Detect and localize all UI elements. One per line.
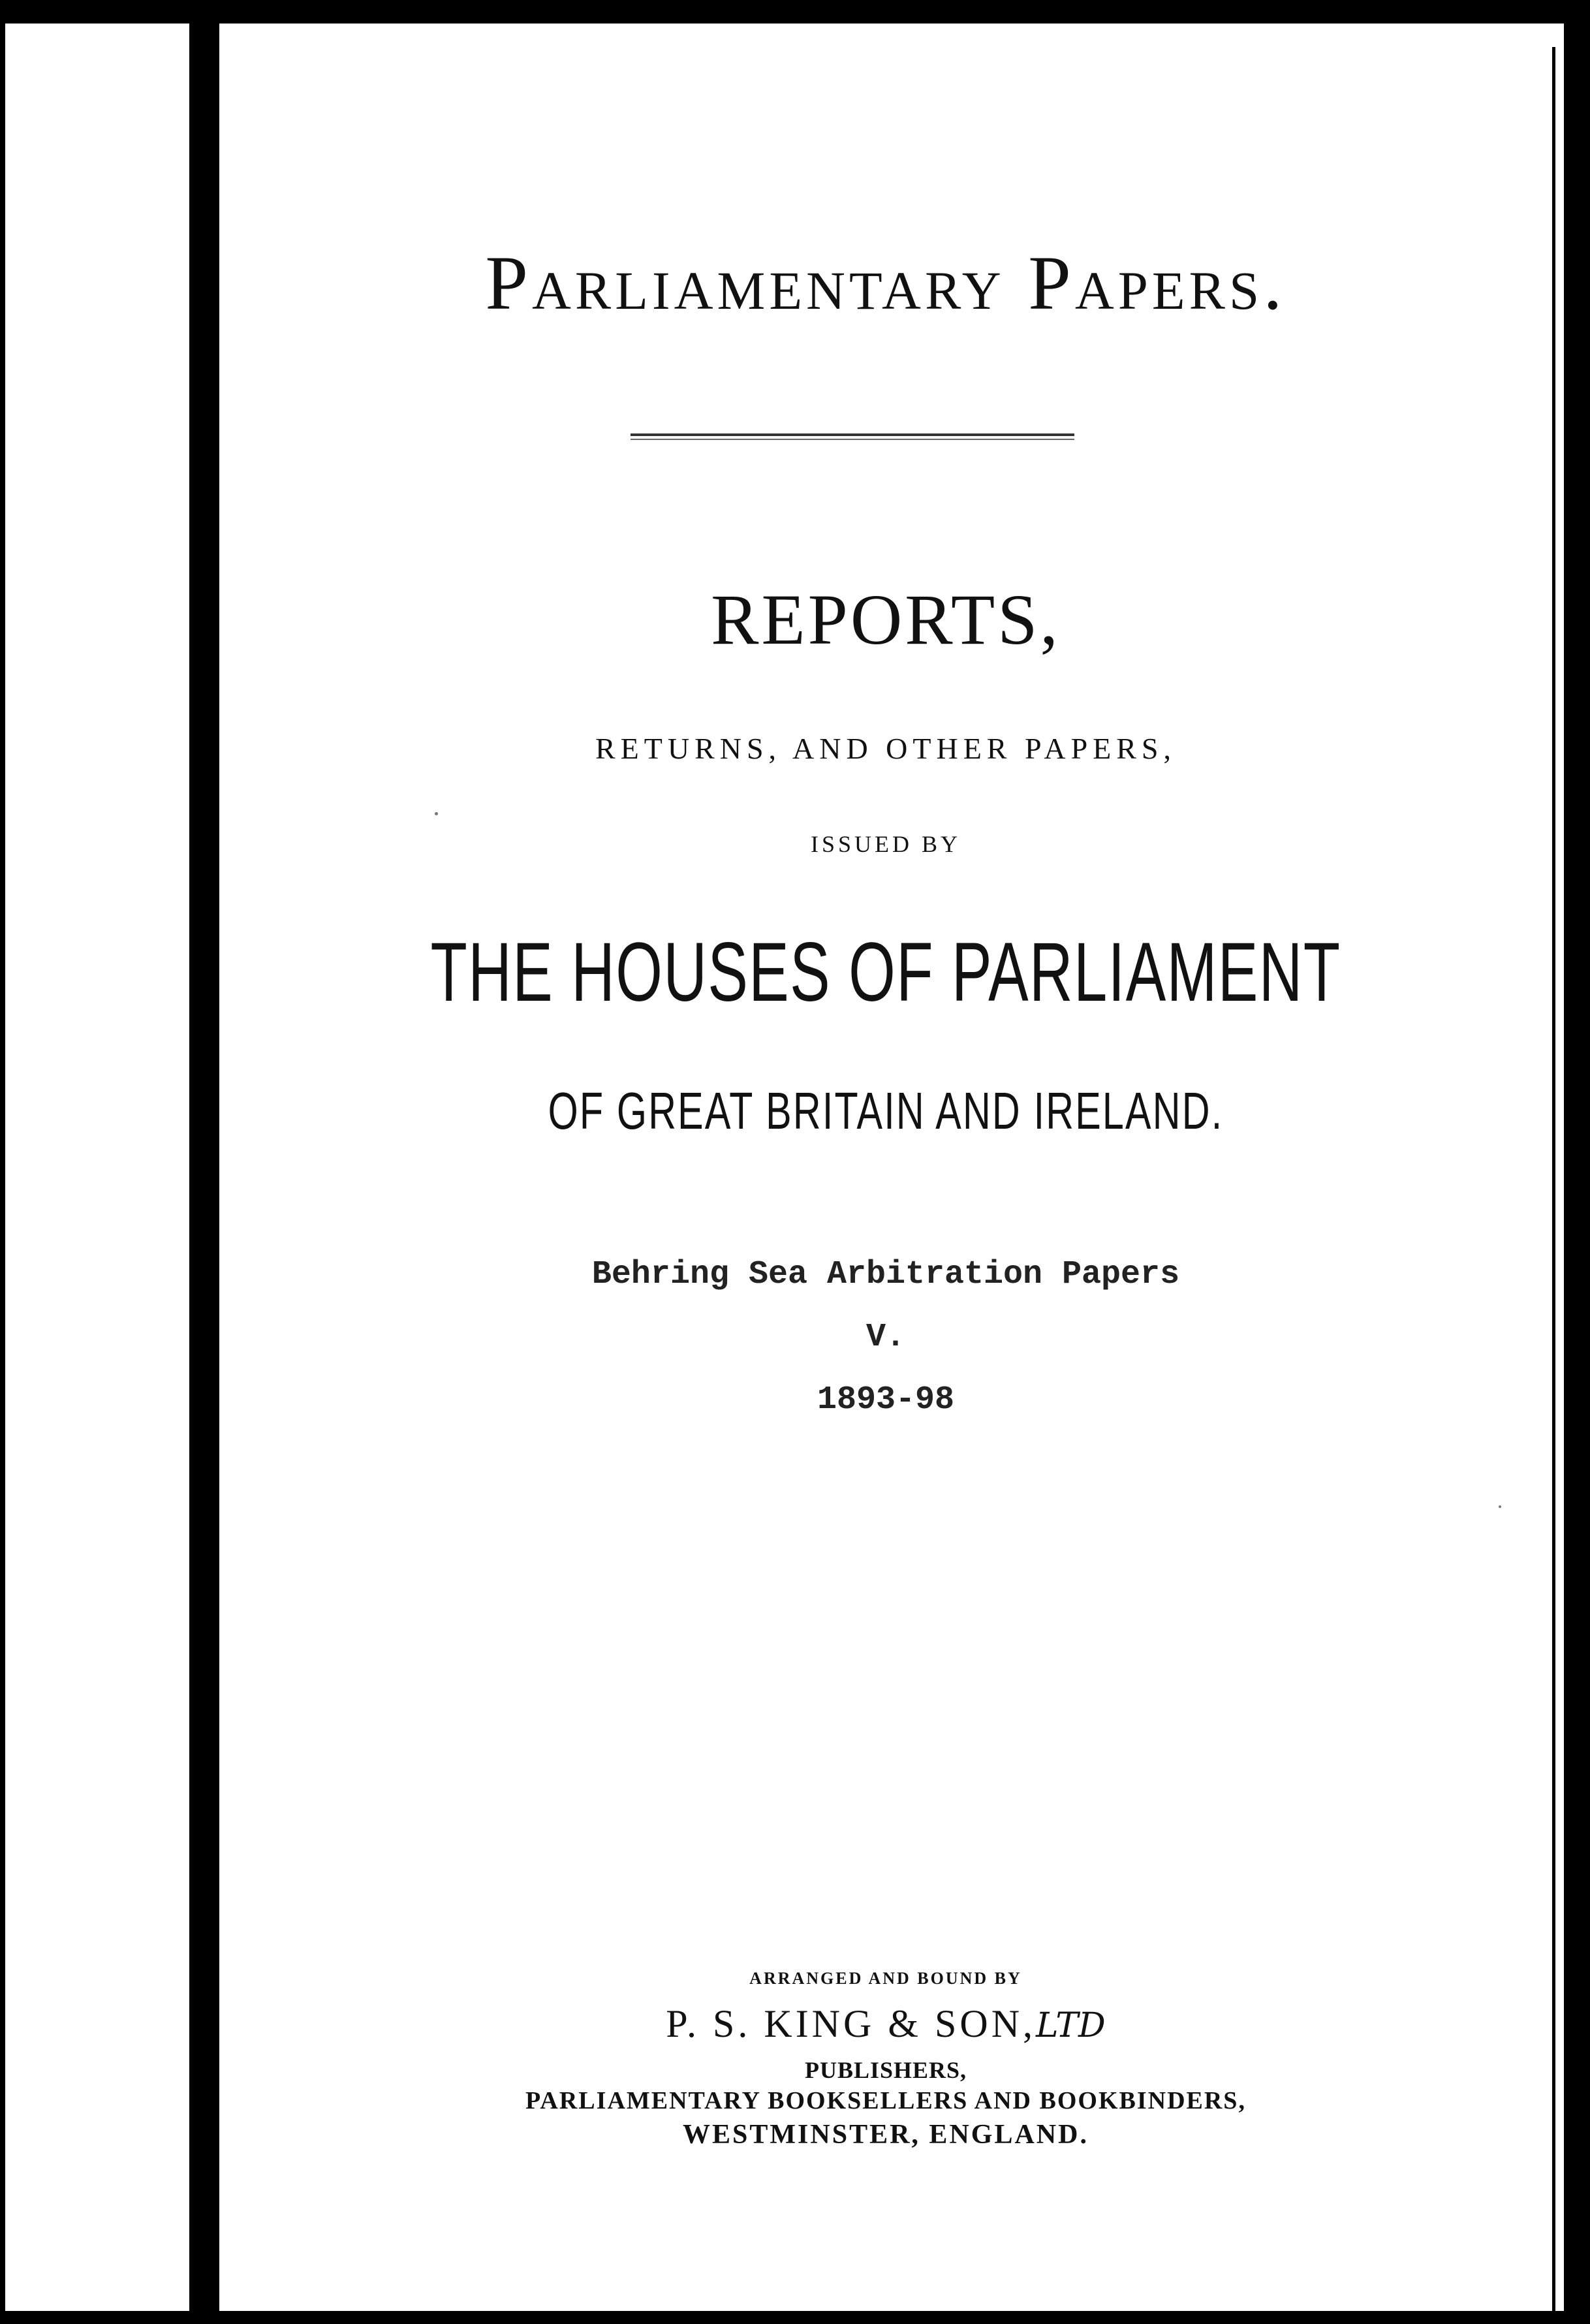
arranged-by-label: ARRANGED AND BOUND BY <box>749 1969 1022 1988</box>
book-spine-edge <box>189 20 219 2324</box>
reports-subheading: RETURNS, AND OTHER PAPERS, <box>595 732 1177 765</box>
volume-years: 1893-98 <box>817 1381 955 1419</box>
volume-number: V. <box>865 1319 905 1356</box>
title-page <box>219 24 1552 2311</box>
handwritten-ltd: LTD <box>1036 2006 1106 2045</box>
publisher-role: PUBLISHERS, <box>804 2057 967 2083</box>
series-title: Behring Sea Arbitration Papers <box>591 1256 1180 1293</box>
publisher-trade: PARLIAMENTARY BOOKSELLERS AND BOOKBINDERS, <box>525 2087 1246 2114</box>
publisher-name <box>219 2002 1552 2047</box>
decorative-rule <box>631 433 1074 441</box>
scan-speck <box>1499 1505 1501 1508</box>
houses-of-parliament-heading: THE HOUSES OF PARLIAMENT <box>430 926 1341 1019</box>
reports-heading: REPORTS, <box>711 580 1061 659</box>
issued-by-label: ISSUED BY <box>810 831 961 857</box>
publisher-location: WESTMINSTER, ENGLAND. <box>683 2120 1089 2150</box>
country-heading: OF GREAT BRITAIN AND IRELAND. <box>548 1082 1224 1140</box>
scan-border-left <box>0 0 5 2324</box>
scan-border-bottom <box>0 2311 1590 2324</box>
publisher-name-text: P. S. KING & SON, <box>666 2002 1037 2045</box>
page-edge-right <box>1552 47 1555 2324</box>
page-title <box>219 239 1552 328</box>
page-title-text: Parliamentary Papers. <box>485 240 1286 326</box>
scan-speck <box>435 812 438 815</box>
scan-border-top <box>0 0 1590 24</box>
scan-border-right <box>1564 0 1590 2324</box>
